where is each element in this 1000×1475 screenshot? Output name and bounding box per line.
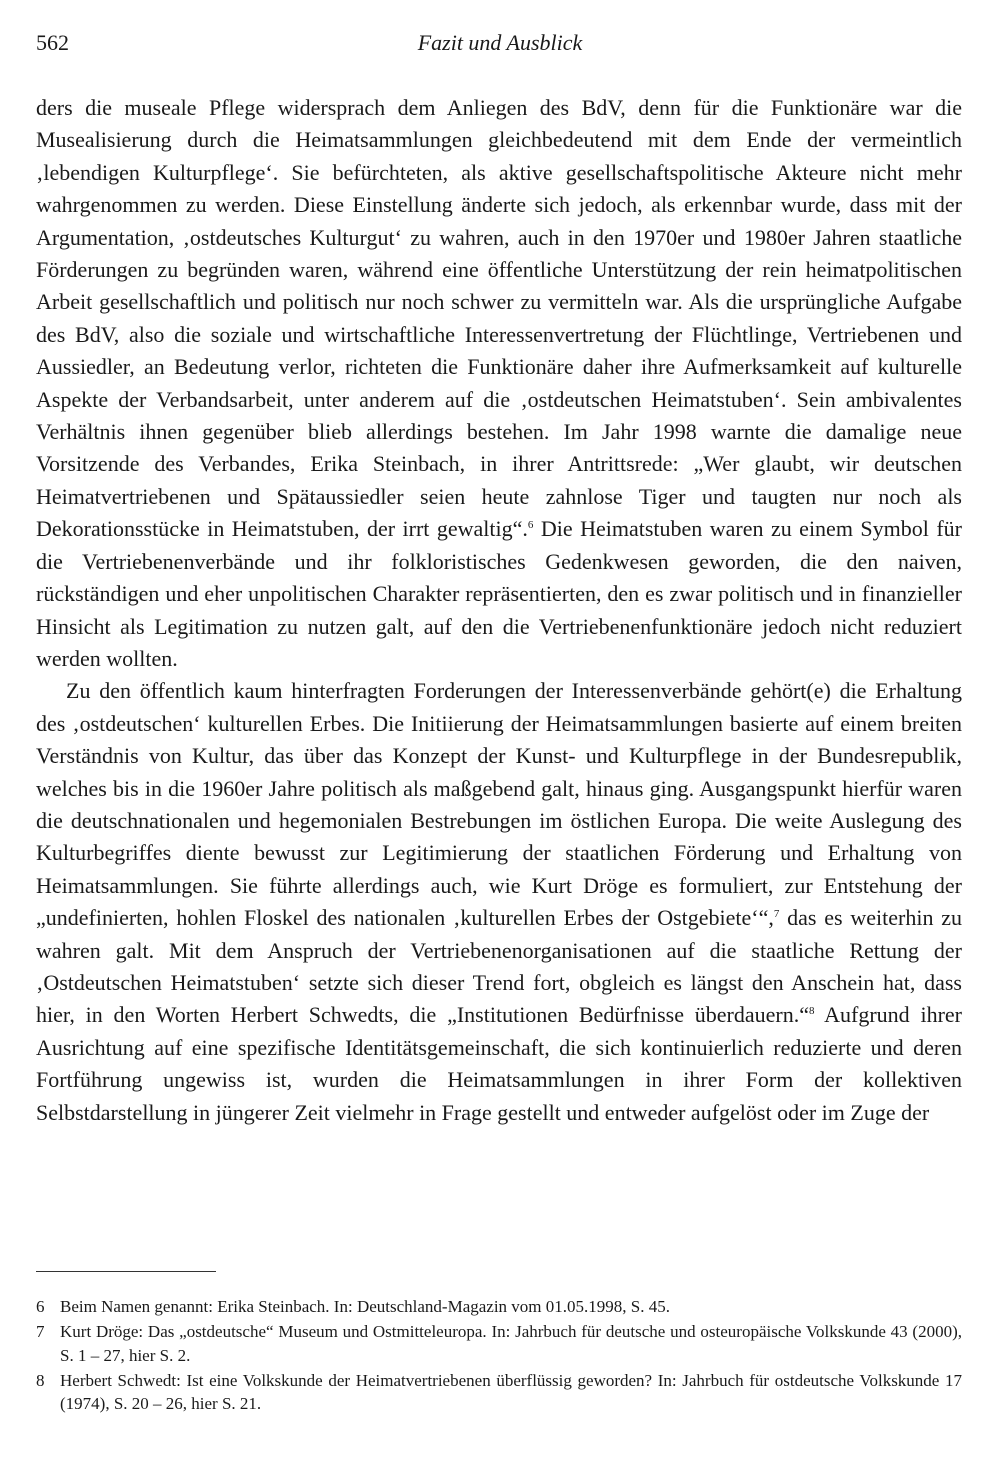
footnote-ref-8: 8 [809, 1005, 815, 1018]
paragraph-1 [36, 92, 962, 675]
text-run: Die Heimatstuben waren zu einem Symbol für die Vertriebenenverbände und ihr folkloristisches Gedenkwesen geworden, die den naiven, rückständigen und eher unpolitischen Charakter repräsentierten, den es zwar politisch und in finanzieller Hinsicht als Legitimation zu nutzen galt, auf den die Vertriebenenfunktionäre jedoch nicht reduziert werden wollten. [36, 516, 962, 671]
footnote-text: Herbert Schwedt: Ist eine Volkskunde der Heimatvertriebenen überflüssig geworden? In: Jahrbuch für ostdeutsche Volkskunde 17 (1974), S. 20 – 26, hier S. 21. [60, 1370, 962, 1414]
footnote-ref-6: 6 [527, 519, 534, 532]
page-header [36, 30, 964, 66]
running-title: Fazit und Ausblick [417, 30, 583, 55]
footnote-8 [36, 1369, 962, 1416]
text-run: ders die museale Pflege widersprach dem Anliegen des BdV, denn für die Funktionäre war die Musealisierung durch die Heimatsammlungen gleichbedeutend mit dem Ende der vermeintlich ‚lebendigen Kulturpflege‘. Sie befürchteten, als aktive gesellschaftspolitische Akteure nicht mehr wahrgenommen zu werden. Diese Einstellung änderte sich jedoch, als erkennbar wurde, dass mit der Argumentation, ‚ostdeutsches Kulturgut‘ zu wahren, auch in den 1970er und 1980er Jahren staatliche Förderungen zu begründen waren, während eine öffentliche Unterstützung der rein heimatpolitischen Arbeit gesellschaftlich und politisch nur noch schwer zu vermitteln war. Als die ursprüngliche Aufgabe des BdV, also die soziale und wirtschaftliche Interessenvertretung der Flüchtlinge, Vertriebenen und Aussiedler, an Bedeutung verlor, richteten die Funktionäre daher ihre Aufmerksamkeit auf kulturelle Aspekte der Verbandsarbeit, unter anderem auf die ‚ostdeutschen Heimatstuben‘. Sein ambivalentes Verhältnis ihnen gegenüber blieb allerdings bestehen. Im Jahr 1998 warnte die damalige neue Vorsitzende des Verbandes, Erika Steinbach, in ihrer Antrittsrede: „Wer glaubt, wir deutschen Heimatvertriebenen und Spätaussiedler seien heute zahnlose Tiger und taugten nur noch als Dekorationsstücke in Heimatstuben, der irrt gewaltig“. [36, 95, 962, 542]
footnotes [36, 1295, 962, 1417]
footnote-number: 8 [36, 1370, 45, 1390]
footnote-ref-7: 7 [773, 908, 780, 921]
main-text [36, 92, 962, 1129]
footnote-number: 7 [36, 1322, 45, 1342]
footnote-6 [36, 1295, 962, 1319]
footnote-separator [36, 1271, 216, 1272]
footnote-text: Beim Namen genannt: Erika Steinbach. In: Deutschland-Magazin vom 01.05.1998, S. 45. [60, 1297, 670, 1316]
text-run: das es weiterhin zu wahren galt. Mit dem Anspruch der Vertriebenenorganisationen auf die staatliche Rettung der ‚Ostdeutschen Heimatstuben‘ setzte sich dieser Trend fort, obgleich es längst den Anschein hat, dass hier, in den Worten Herbert Schwedts, die „Institutionen Bedürfnisse überdauern.“ [36, 905, 963, 1028]
paragraph-2 [36, 675, 962, 1129]
page-number: 562 [36, 30, 69, 55]
text-run: Aufgrund ihrer Ausrichtung auf eine spezifische Identitätsgemeinschaft, die sich kontinuierlich reduzierte und deren Fortführung ungewiss ist, wurden die Heimatsammlungen in ihrer Form der kollektiven Selbstdarstellung in jüngerer Zeit vielmehr in Frage gestellt und entweder aufgelöst oder im Zuge der [36, 1002, 962, 1125]
footnote-7 [36, 1320, 962, 1367]
footnote-text: Kurt Dröge: Das „ostdeutsche“ Museum und Ostmitteleuropa. In: Jahrbuch für deutsche und osteuropäische Volkskunde 43 (2000), S. 1 – 27, hier S. 2. [60, 1322, 962, 1365]
footnote-number: 6 [36, 1297, 45, 1316]
text-run: Zu den öffentlich kaum hinterfragten Forderungen der Interessenverbände gehört(e) die Erhaltung des ‚ostdeutschen‘ kulturellen Erbes. Die Initiierung der Heimatsammlungen basierte auf einem breiten Verständnis von Kultur, das über das Konzept der Kunst- und Kulturpflege in der Bundesrepublik, welches bis in die 1960er Jahre politisch als maßgebend galt, hinaus ging. Ausgangspunkt hierfür waren die deutschnationalen und hegemonialen Bestrebungen im östlichen Europa. Die weite Auslegung des Kulturbegriffes diente bewusst zur Legitimierung der staatlichen Förderung und Erhaltung von Heimatsammlungen. Sie führte allerdings auch, wie Kurt Dröge es formuliert, zur Entstehung der „undefinierten, hohlen Floskel des nationalen ‚kulturellen Erbes der Ostgebiete‘“, [36, 678, 962, 931]
